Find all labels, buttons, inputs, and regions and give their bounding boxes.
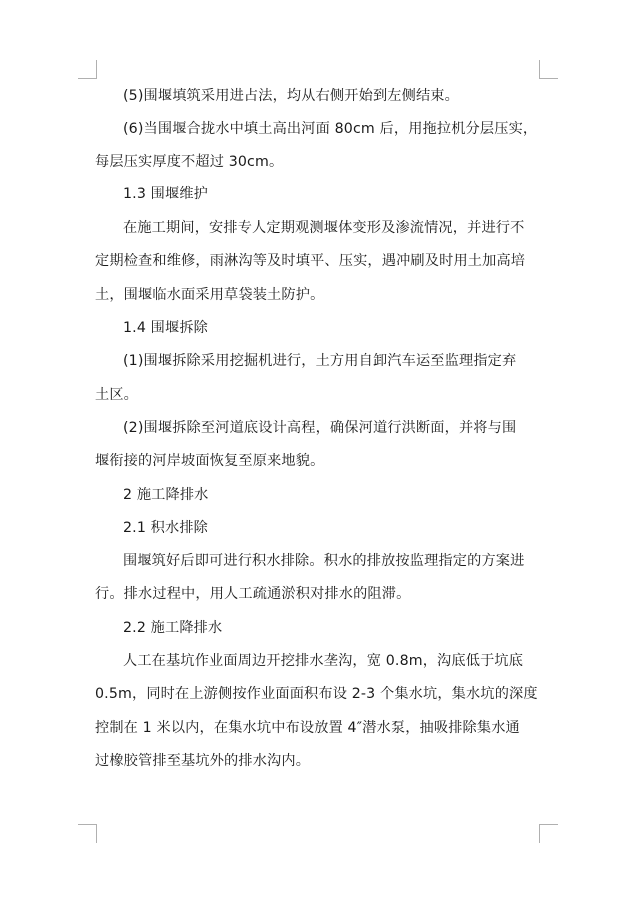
crop-mark-bottom-right [539,824,558,843]
paragraph-line: 土，围堰临水面采用草袋装土防护。 [95,287,325,303]
paragraph-line: 在施工期间，安排专人定期观测堰体变形及渗流情况，并进行不 [123,220,525,236]
paragraph-line: 定期检查和维修，雨淋沟等及时填平、压实，遇冲刷及时用土加高培 [95,253,526,269]
paragraph-line: (6)当围堰合拢水中填土高出河面 80cm 后，用拖拉机分层压实， [123,121,538,137]
paragraph-line: 土区。 [95,387,139,403]
paragraph-line: 围堰筑好后即可进行积水排除。积水的排放按监理指定的方案进 [123,553,525,569]
paragraph-line: 控制在 1 米以内，在集水坑中布设放置 4″潜水泵，抽吸排除集水通 [95,720,520,736]
section-heading: 1.4 围堰拆除 [123,320,209,336]
paragraph-line: (2)围堰拆除至河道底设计高程，确保河道行洪断面，并将与围 [123,420,517,436]
paragraph-line: 行。排水过程中，用人工疏通淤积对排水的阻滞。 [95,586,411,602]
paragraph-line: 人工在基坑作业面周边开挖排水垄沟，宽 0.8m，沟底低于坑底 [123,653,524,669]
paragraph-line: 每层压实厚度不超过 30cm。 [95,154,284,170]
section-heading: 1.3 围堰维护 [123,186,209,202]
section-heading: 2.2 施工降排水 [123,620,223,636]
paragraph-line: (1)围堰拆除采用挖掘机进行，土方用自卸汽车运至监理指定弃 [123,353,517,369]
crop-mark-top-right [539,60,558,79]
section-heading: 2.1 积水排除 [123,520,209,536]
crop-mark-top-left [78,60,97,79]
paragraph-line: 0.5m，同时在上游侧按作业面面积布设 2-3 个集水坑，集水坑的深度 [95,686,538,702]
crop-mark-bottom-left [78,824,97,843]
paragraph-line: 堰衔接的河岸坡面恢复至原来地貌。 [95,453,325,469]
section-heading: 2 施工降排水 [123,487,209,503]
paragraph-line: (5)围堰填筑采用进占法，均从右侧开始到左侧结束。 [123,88,459,104]
paragraph-line: 过橡胶管排至基坑外的排水沟内。 [95,753,311,769]
